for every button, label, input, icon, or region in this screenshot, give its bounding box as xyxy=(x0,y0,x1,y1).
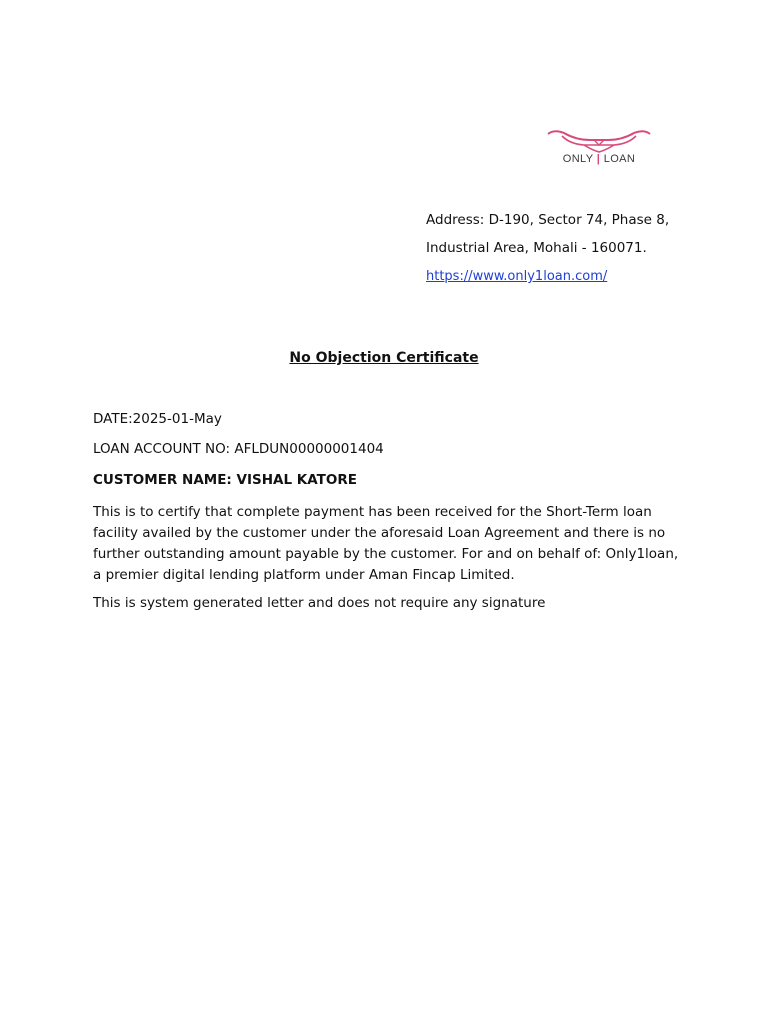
bull-horns-logo-icon xyxy=(540,128,658,154)
customer-name-line: CUSTOMER NAME: VISHAL KATORE xyxy=(93,472,357,488)
company-logo xyxy=(540,128,658,168)
loan-account-line: LOAN ACCOUNT NO: AFLDUN00000001404 xyxy=(93,441,384,457)
certificate-body-paragraph: This is to certify that complete payment has been received for the Short-Term loan facility availed by the customer under the aforesaid Loan Agreement and there is no further outstanding amount payable by the customer. For and on behalf of: Only1loan, a premier digital lending platform under Aman Fincap Limited. xyxy=(93,504,679,583)
website-link[interactable]: https://www.only1loan.com/ xyxy=(426,269,608,284)
signature-note: This is system generated letter and does not require any signature xyxy=(93,595,546,611)
date-line: DATE:2025-01-May xyxy=(93,411,222,427)
company-address xyxy=(426,206,746,291)
document-title: No Objection Certificate xyxy=(289,350,479,366)
logo-text-left: ONLY xyxy=(562,153,594,165)
logo-one-mark: | xyxy=(596,153,601,165)
address-line-1: Address: D-190, Sector 74, Phase 8, xyxy=(426,212,670,228)
logo-wordmark xyxy=(540,153,658,165)
logo-text-right: LOAN xyxy=(603,153,636,165)
address-line-2: Industrial Area, Mohali - 160071. xyxy=(426,240,647,256)
